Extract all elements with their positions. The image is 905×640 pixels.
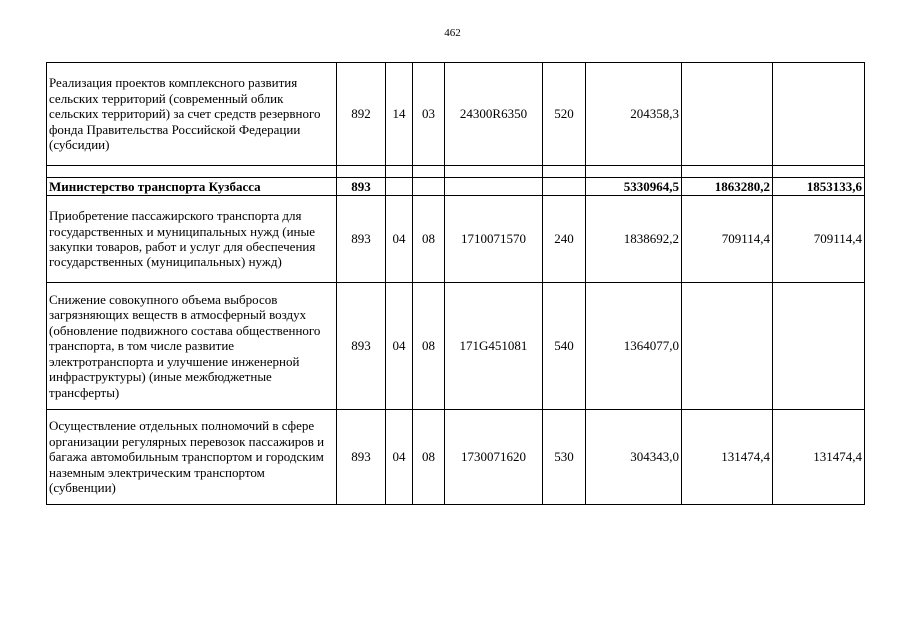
row-section: 04 [386,196,413,283]
row-target-article: 1730071620 [445,410,543,505]
row-description: Реализация проектов комплексного развития сельских территорий (современный облик сельских территорий) за счет средств резервного фонда Правительства Российской Федерации (субсидии) [47,63,337,166]
table-row [47,283,865,410]
row-grbs: 893 [337,196,386,283]
row-target-article [445,178,543,196]
row-subsection [413,178,445,196]
row-expense-type: 520 [543,63,586,166]
row-expense-type: 530 [543,410,586,505]
row-sum-2 [682,283,773,410]
row-sum-1: 1364077,0 [586,283,682,410]
page-number: 462 [444,27,461,39]
row-subsection: 08 [413,283,445,410]
row-sum-2: 1863280,2 [682,178,773,196]
row-subsection: 03 [413,63,445,166]
row-grbs: 893 [337,283,386,410]
row-sum-3 [773,283,865,410]
row-sum-2 [682,63,773,166]
row-expense-type [543,178,586,196]
row-target-article: 24300R6350 [445,63,543,166]
row-description: Снижение совокупного объема выбросов загрязняющих веществ в атмосферный воздух (обновление подвижного состава общественного транспорта, в том числе развитие электротранспорта и улучшение инженерной инфраструктуры) (иные межбюджетные трансферты) [47,283,337,410]
budget-table [46,62,865,505]
row-subsection: 08 [413,410,445,505]
row-grbs: 893 [337,178,386,196]
row-section [386,178,413,196]
table-row [47,63,865,166]
row-target-article: 1710071570 [445,196,543,283]
row-target-article: 171G451081 [445,283,543,410]
row-grbs: 893 [337,410,386,505]
row-description: Осуществление отдельных полномочий в сфере организации регулярных перевозок пассажиров и багажа автомобильным транспортом и городским наземным электрическим транспортом (субвенции) [47,410,337,505]
row-sum-2: 131474,4 [682,410,773,505]
row-section: 04 [386,283,413,410]
table-row [47,196,865,283]
row-section: 14 [386,63,413,166]
row-sum-1: 304343,0 [586,410,682,505]
row-expense-type: 240 [543,196,586,283]
row-sum-1: 5330964,5 [586,178,682,196]
row-sum-3: 131474,4 [773,410,865,505]
spacer-row [47,166,865,178]
row-grbs: 892 [337,63,386,166]
row-expense-type: 540 [543,283,586,410]
row-description: Министерство транспорта Кузбасса [47,178,337,196]
row-subsection: 08 [413,196,445,283]
row-section: 04 [386,410,413,505]
row-sum-1: 204358,3 [586,63,682,166]
table-row [47,410,865,505]
row-sum-1: 1838692,2 [586,196,682,283]
row-sum-2: 709114,4 [682,196,773,283]
row-sum-3: 1853133,6 [773,178,865,196]
row-description: Приобретение пассажирского транспорта для государственных и муниципальных нужд (иные закупки товаров, работ и услуг для обеспечения государственных (муниципальных) нужд) [47,196,337,283]
row-sum-3 [773,63,865,166]
row-sum-3: 709114,4 [773,196,865,283]
table-row [47,178,865,196]
